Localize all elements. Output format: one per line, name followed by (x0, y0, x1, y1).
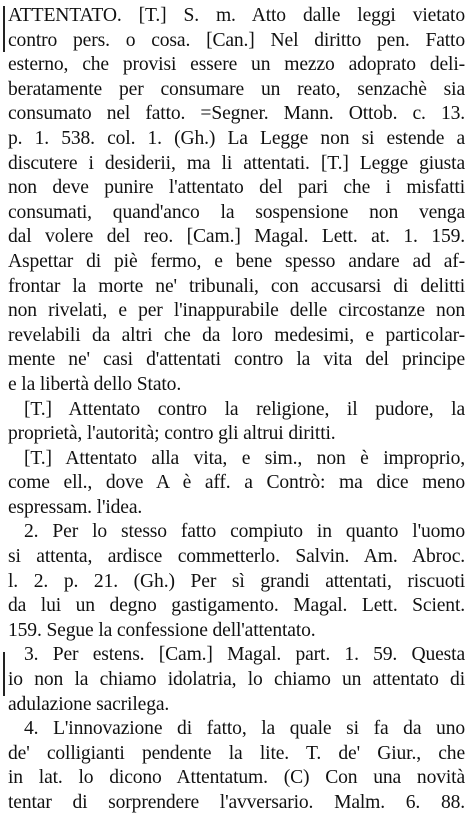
entry-line: contro pers. o cosa. [Can.] Nel diritto pen. Fatto (8, 29, 465, 51)
entry-line: frontar la morte ne' tribunali, con accusarsi di delitti (8, 275, 465, 297)
entry-line: adulazione sacrilega. (8, 693, 170, 715)
entry-line: discutere i desiderii, ma li attentati. [T.] Legge giusta (8, 152, 465, 174)
margin-rule-top (3, 6, 5, 52)
entry-line: come ell., dove A è aff. a Contrò: ma dice meno (8, 472, 465, 494)
entry-line: Aspettar di piè fermo, e bene spesso andare ad af- (8, 250, 465, 272)
entry-line: si attenta, ardisce commetterlo. Salvin. Am. Abroc. (8, 546, 465, 568)
entry-line: io non la chiamo idolatria, lo chiamo un attentato di (8, 669, 465, 691)
dictionary-entry (8, 4, 465, 816)
entry-line: consumati, quand'anco la sospensione non venga (8, 201, 465, 223)
entry-line: 159. Segue la confessione dell'attentato. (8, 619, 316, 641)
entry-line: espressam. l'idea. (8, 496, 143, 518)
entry-line: non deve punire l'attentato del pari che i misfatti (8, 177, 465, 199)
entry-line: non rivelati, e per l'inappurabile delle circostanze non (8, 300, 465, 322)
entry-line: [T.] Attentato alla vita, e sim., non è improprio, (24, 447, 465, 469)
entry-line: proprietà, l'autorità; contro gli altrui diritti. (8, 423, 336, 445)
entry-line: 3. Per estens. [Cam.] Magal. part. 1. 59. Questa (24, 644, 465, 666)
entry-line: p. 1. 538. col. 1. (Gh.) La Legge non si estende a (8, 127, 465, 149)
entry-line: l. 2. p. 21. (Gh.) Per sì grandi attentati, riscuoti (8, 570, 465, 592)
entry-line: tentar di sorprendere l'avversario. Malm. 6. 88. (8, 792, 465, 813)
entry-line: consumato nel fatto. =Segner. Mann. Ottob. c. 13. (8, 103, 465, 125)
entry-line: dal volere del reo. [Cam.] Magal. Lett. at. 1. 159. (8, 226, 465, 248)
entry-line: beratamente per consumare un reato, senzachè sia (8, 78, 465, 100)
entry-line: in lat. lo dicono Attentatum. (C) Con una novità (8, 767, 465, 789)
entry-line: 4. L'innovazione di fatto, la quale si fa da uno (24, 718, 465, 740)
entry-line: 2. Per lo stesso fatto compiuto in quanto l'uomo (24, 521, 465, 543)
entry-line: esterno, che provisi essere un mezzo adoprato deli- (8, 54, 465, 76)
entry-line: mente ne' casi d'attentati contro la vita del principe (8, 349, 465, 371)
entry-line: [T.] Attentato contro la religione, il pudore, la (24, 398, 465, 420)
entry-line: da lui un degno gastigamento. Magal. Lett. Scient. (8, 595, 465, 617)
entry-line: e la libertà dello Stato. (8, 373, 182, 395)
margin-rule-bottom (3, 652, 5, 696)
entry-line: de' colligianti pendente la lite. T. de' Giur., che (8, 742, 465, 764)
entry-line: revelabili da altri che da loro medesimi, e particolar- (8, 324, 465, 346)
entry-line: ATTENTATO. [T.] S. m. Atto dalle leggi vietato (8, 5, 465, 26)
